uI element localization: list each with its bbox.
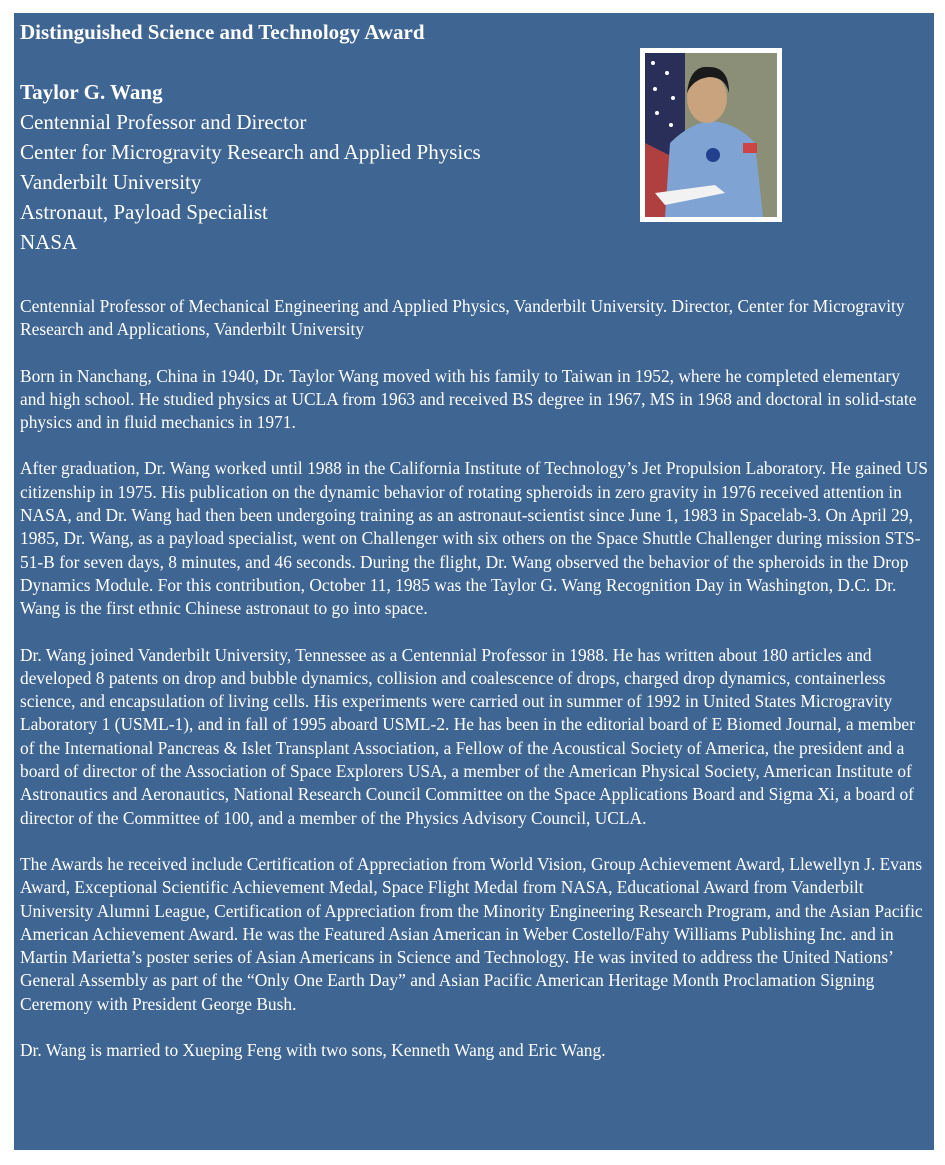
bio-paragraph: Centennial Professor of Mechanical Engineering and Applied Physics, Vanderbilt University. Director, Center for Microgravity Research and Applications, Vanderbilt University	[20, 296, 905, 340]
person-title-line: NASA	[20, 230, 78, 254]
bio-paragraph: Born in Nanchang, China in 1940, Dr. Taylor Wang moved with his family to Taiwan in 1952, where he completed elementary and high school. He studied physics at UCLA from 1963 and received BS degree in 1967, MS in 1968 and doctoral in solid-state physics and in fluid mechanics in 1971.	[20, 365, 917, 433]
bio-paragraph: The Awards he received include Certification of Appreciation from World Vision, Group Achievement Award, Llewellyn J. Evans Award, Exceptional Scientific Achievement Medal, Space Flight Medal from NASA, Educational Award from Vanderbilt University Alumni League, Certification of Appreciation from the Minority Engineering Research Program, and the Asian Pacific American Achievement Award. He was the Featured Asian American in Weber Costello/Fahy Williams Publishing Inc. and in Martin Marietta’s poster series of Asian Americans in Science and Technology. He was invited to address the United Nations’ General Assembly as part of the “Only One Earth Day” and Asian Pacific American Heritage Month Proclamation Signing Ceremony with President George Bush.	[20, 853, 923, 1014]
person-title-line: Center for Microgravity Research and Applied Physics	[20, 140, 481, 164]
person-title-line: Centennial Professor and Director	[20, 110, 307, 134]
person-header	[20, 77, 928, 257]
award-profile-panel	[14, 13, 934, 1150]
portrait-photo	[640, 48, 782, 222]
person-title-line: Vanderbilt University	[20, 170, 202, 194]
person-title-line: Astronaut, Payload Specialist	[20, 200, 268, 224]
bio-paragraph: After graduation, Dr. Wang worked until 1988 in the California Institute of Technology’s Jet Propulsion Laboratory. He gained US citizenship in 1975. His publication on the dynamic behavior of rotating spheroids in zero gravity in 1976 received attention in NASA, and Dr. Wang had then been undergoing training as an astronaut-scientist since June 1, 1983 in Spacelab-3. On April 29, 1985, Dr. Wang, as a payload specialist, went on Challenger with six others on the Space Shuttle Challenger during mission STS-51-B for seven days, 8 minutes, and 46 seconds. During the flight, Dr. Wang observed the behavior of the spheroids in the Drop Dynamics Module. For this contribution, October 11, 1985 was the Taylor G. Wang Recognition Day in Washington, D.C. Dr. Wang is the first ethnic Chinese astronaut to go into space.	[20, 458, 928, 619]
bio-paragraph: Dr. Wang joined Vanderbilt University, Tennessee as a Centennial Professor in 1988. He has written about 180 articles and developed 8 patents on drop and bubble dynamics, collision and coalescence of drops, charged drop dynamics, containerless science, and encapsulation of living cells. His experiments were carried out in summer of 1992 in United States Microgravity Laboratory 1 (USML-1), and in fall of 1995 aboard USML-2. He has been in the editorial board of E Biomed Journal, a member of the International Pancreas & Islet Transplant Association, a Fellow of the Acoustical Society of America, the president and a board of director of the Association of Space Explorers USA, a member of the American Physical Society, American Institute of Astronautics and Aeronautics, National Research Council Committee on the Space Applications Board and Sigma Xi, a board of director of the Committee of 100, and a member of the Physics Advisory Council, UCLA.	[20, 644, 915, 828]
bio-paragraph: Dr. Wang is married to Xueping Feng with two sons, Kenneth Wang and Eric Wang.	[20, 1040, 606, 1061]
person-name: Taylor G. Wang	[20, 80, 163, 104]
astronaut-portrait-image	[645, 53, 777, 217]
award-title: Distinguished Science and Technology Award	[20, 20, 425, 44]
